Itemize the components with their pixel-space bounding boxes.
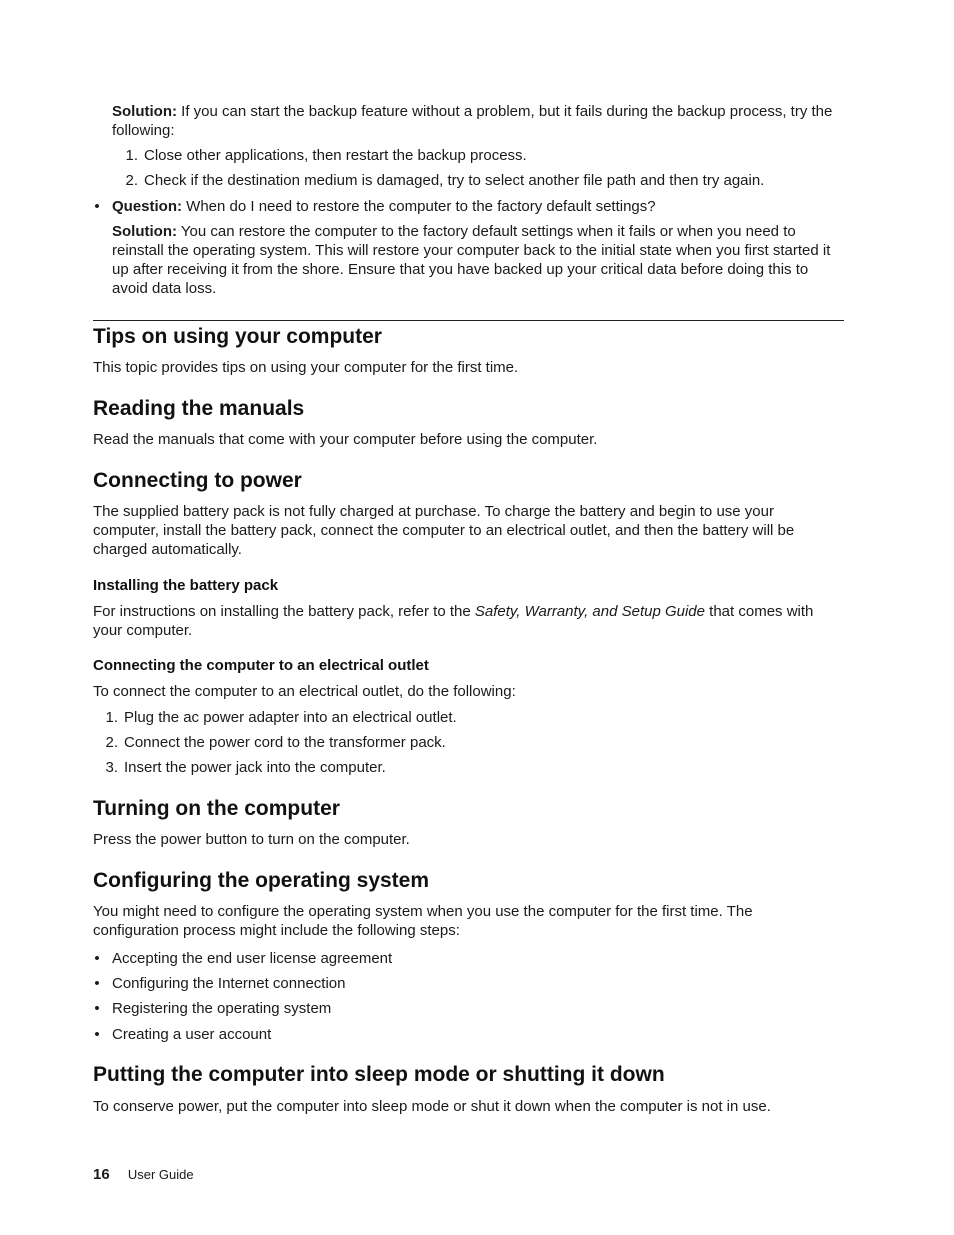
guide-title: Safety, Warranty, and Setup Guide [474,603,705,620]
battery-text-start: For instructions on installing the battery pack, refer to the [93,603,475,620]
question-paragraph [112,197,656,216]
bullet-icon: • [94,198,100,215]
list-number: 2. [105,734,118,751]
solution-text: If you can start the backup feature without a problem, but it fails during the backup process, try the following: [112,103,833,139]
subsection-heading: Connecting the computer to an electrical outlet [93,657,429,674]
page-number: 16 [93,1166,110,1183]
section-heading: Reading the manuals [93,397,305,420]
section-text: Press the power button to turn on the computer. [93,831,410,848]
section-text: To conserve power, put the computer into sleep mode or shut it down when the computer is not in use. [93,1098,771,1115]
numbered-list-item [118,171,764,190]
bullet-list-item: Creating a user account [112,1026,272,1043]
subsection-heading: Installing the battery pack [93,577,279,594]
numbered-list-item [98,733,446,752]
bullet-icon: • [94,1026,100,1043]
bullet-list-item: Accepting the end user license agreement [112,950,393,967]
list-number: 1. [105,709,118,726]
solution-paragraph [112,222,842,298]
section-heading: Turning on the computer [93,797,340,820]
footer-label: User Guide [127,1167,194,1182]
list-item-text: Connect the power cord to the transformer pack. [124,734,446,751]
solution-text: You can restore the computer to the factory default settings when it fails or when you need to reinstall the operating system. This will restore your computer back to the initial state when you first started it up after receiving it from the shore. Ensure that you have backed up your critical data before doing this to avoid data loss. [112,223,831,297]
list-number: 2. [125,172,138,189]
bullet-list-item: Registering the operating system [112,1000,332,1017]
list-number: 3. [105,759,118,776]
list-item-text: Insert the power jack into the computer. [124,759,386,776]
numbered-list-item [118,146,527,165]
question-text: When do I need to restore the computer to the factory default settings? [186,198,656,215]
bullet-icon: • [94,1000,100,1017]
section-heading: Configuring the operating system [93,869,430,892]
section-text: Read the manuals that come with your computer before using the computer. [93,431,598,448]
page-footer [93,1165,194,1184]
list-item-text: Close other applications, then restart the backup process. [144,147,527,164]
question-label: Question: [112,198,182,215]
section-heading: Putting the computer into sleep mode or shutting it down [93,1063,665,1086]
bullet-icon: • [94,975,100,992]
section-text: You might need to configure the operating system when you use the computer for the first time. The configuration process might include the following steps: [93,903,753,939]
list-item-text: Plug the ac power adapter into an electrical outlet. [124,709,457,726]
bullet-list-item: Configuring the Internet connection [112,975,346,992]
section-heading: Connecting to power [93,469,302,492]
bullet-icon: • [94,950,100,967]
list-item-text: Check if the destination medium is damaged, try to select another file path and then try again. [144,172,765,189]
solution-label: Solution: [112,103,177,120]
solution-paragraph [112,102,842,140]
numbered-list-item [98,708,457,727]
section-text: The supplied battery pack is not fully charged at purchase. To charge the battery and begin to use your computer, install the battery pack, connect the computer to an electrical outlet, and then the battery will be charged automatically. [93,503,795,558]
battery-text-end: that comes with your computer. [93,603,814,639]
section-text [93,602,838,640]
list-number: 1. [125,147,138,164]
section-text: To connect the computer to an electrical outlet, do the following: [93,683,516,700]
solution-label: Solution: [112,223,177,240]
section-heading: Tips on using your computer [93,325,382,348]
section-divider [93,320,844,321]
numbered-list-item [98,758,386,777]
section-intro: This topic provides tips on using your computer for the first time. [93,359,519,376]
